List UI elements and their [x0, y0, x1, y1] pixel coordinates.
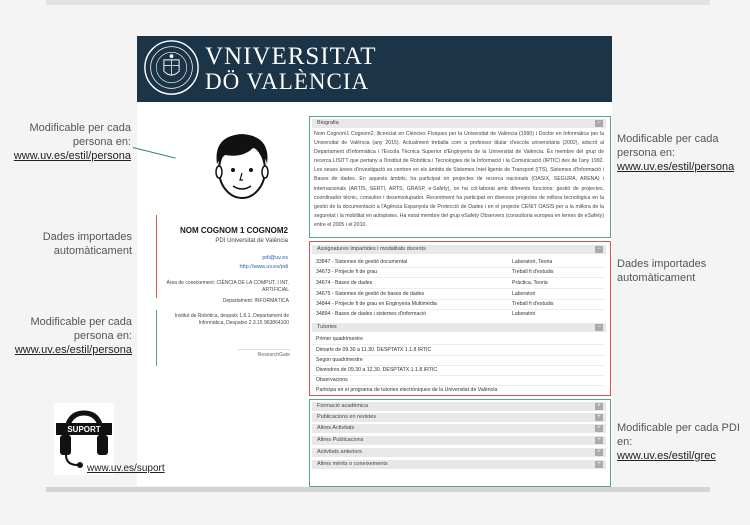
course-row-mode: Pràctica, Teoria: [512, 280, 548, 286]
course-row-name: 34894 - Bases de dades i sistemes d'informació: [316, 311, 426, 317]
tutoring-row: Dimarts de 09.30 a 11.30. DESPTATX 1.1.8 IRTIC: [316, 347, 432, 353]
tutoring-header[interactable]: [312, 323, 606, 332]
tutoring-row: Primer quadrimestre: [316, 336, 363, 342]
support-link[interactable]: www.uv.es/suport: [87, 463, 165, 474]
expand-icon[interactable]: +: [595, 449, 603, 456]
connector-bracket-left-2: [156, 215, 157, 298]
expand-icon[interactable]: +: [595, 414, 603, 421]
expand-icon[interactable]: +: [595, 425, 603, 432]
grec-section-header[interactable]: [312, 448, 606, 457]
avatar-icon: [209, 130, 275, 204]
row-divider: [313, 277, 605, 278]
collapse-icon[interactable]: −: [595, 324, 603, 331]
course-row-name: 34844 - Projecte fi de grau en Enginyeria Multimèdia: [316, 301, 437, 307]
annotation-left-1: [0, 121, 131, 163]
grec-section-header[interactable]: [312, 413, 606, 422]
brand-line-2: DÖ VALÈNCIA: [205, 69, 370, 94]
row-divider: [313, 267, 605, 268]
grec-section-label: Altres Activitats: [317, 425, 355, 431]
tutoring-title: Tutories: [317, 324, 337, 330]
tutoring-row: Divendres de 09.30 a 12.30. DESPTATX 1.1.8 IRTIC: [316, 367, 438, 373]
grec-section-label: Publicacions en revistes: [317, 414, 377, 420]
annotation-left-2: [0, 230, 132, 258]
grec-section-header[interactable]: [312, 436, 606, 445]
biography-header[interactable]: [312, 119, 606, 128]
tutoring-row: Segon quadrimestre: [316, 357, 363, 363]
course-row-mode: Laboratori, Teoria: [512, 259, 553, 265]
annotation-right-3: [617, 421, 747, 463]
row-divider: [313, 355, 605, 356]
course-row-name: 34673 - Projecte fi de grau: [316, 269, 378, 275]
courses-header[interactable]: [312, 245, 606, 254]
row-divider: [313, 365, 605, 366]
course-row-name: 33847 - Sistemes de gestió documental: [316, 259, 408, 265]
university-seal-icon: [143, 39, 200, 96]
course-row-mode: Laboratori: [512, 311, 536, 317]
course-row-name: 34675 - Sistemes de gestió de bases de dades: [316, 291, 425, 297]
researchgate-link[interactable]: ResearchGate: [238, 349, 290, 358]
course-row-name: 34674 - Bases de dades: [316, 280, 373, 286]
annotation-right-2: [617, 257, 747, 285]
courses-title: Assignatures impartides i modalitats docents: [317, 246, 426, 252]
profile-address: Institut de Robòtica, despatx 1.8.1. Departament de Informàtica, Despatxo 2.3.15 963864100: [174, 313, 289, 326]
course-row-mode: Treball fi d'estudis: [512, 301, 554, 307]
grec-section-header[interactable]: [312, 424, 606, 433]
grec-section-label: Formació acadèmica: [317, 403, 369, 409]
biography-text: Nom Cognom1 Cognom2, llicenciat en Ciències Físiques per la Universitat de València (1990) i Doctor en Informàtica per la Universitat de València (any 2015). Actualment treballa com a professor titular d'escola universitària (2002), adscrit al Departament d'Informàtica i l'Escola Tècnica Superior d'Enginyeria de la Universitat de València. És membre del grup de recerca LISITT que pertany a l'Institut de Robòtica i Tecnologies de la Informació i la Comunicació (IRTIC) des de l'any 1992. Les seues àrees d'investigació es centren en els àmbits de Sistemes Intel·ligents de Transport (ITS), Sistemes d'Informació i Bases de dades. En aquests àmbits, ha participat en projectes de recerca nacionals (OASIX, SEGURA, ARENA) i internacionals (ARTIS, SERTI, ARTS, GRASP, e-Safety), on ha col·laborat amb diferents funcions: gestió de projectes, coordinador tècnic, consultor i desenvolupador. Recentment ha participat en diversos projectes de millora tecnològica en la gestió de la documentació a l'Agència Espanyola de Protecció de Dades i en el projecte CENIT OASIS per a la millora de la seguretat i la mobilitat en autopistes. Ha estat membre del grup eSafety Observers (consultoria europea en temes de eSafety) entre el 2005 i el 2010.: [314, 131, 604, 228]
row-divider: [313, 309, 605, 310]
profile-email-link[interactable]: pdi@uv.es: [262, 255, 288, 261]
course-row-mode: Laboratori: [512, 291, 536, 297]
annotation-left-3-text: Modificable per cada persona en:: [30, 316, 132, 342]
profile-name: NOM COGNOM 1 COGNOM2: [179, 226, 288, 235]
course-row-mode: Treball fi d'estudis: [512, 269, 554, 275]
grec-section-header[interactable]: [312, 402, 606, 411]
annotation-left-2-text: Dades importades automàticament: [42, 231, 132, 257]
expand-icon[interactable]: +: [595, 403, 603, 410]
tutoring-row: Observacions: [316, 377, 348, 383]
annotation-right-1-text: Modificable per cada persona en:: [617, 133, 719, 159]
profile-department: Departament: INFORMÀTICA: [222, 298, 289, 304]
annotation-right-2-text: Dades importades automàticament: [617, 258, 707, 284]
bottom-divider: [46, 487, 710, 492]
biography-title: Biografia: [317, 120, 339, 126]
grec-section-label: Altres Publicacions: [317, 437, 364, 443]
annotation-right-3-text: Modificable per cada PDI en:: [617, 422, 740, 448]
row-divider: [313, 288, 605, 289]
row-divider: [313, 375, 605, 376]
profile-web-link[interactable]: http://www.uv.es/pdi: [239, 264, 288, 270]
expand-icon[interactable]: +: [595, 461, 603, 468]
connector-bracket-left-3: [156, 310, 157, 366]
annotation-left-3-link[interactable]: www.uv.es/estil/persona: [14, 344, 132, 356]
row-divider: [313, 385, 605, 386]
tutoring-row: Participa en el programa de tutories electròniques de la Universitat de València: [316, 387, 498, 393]
row-divider: [313, 344, 605, 345]
grec-section-header[interactable]: [312, 460, 606, 469]
annotation-left-1-link[interactable]: www.uv.es/estil/persona: [13, 150, 131, 162]
annotation-right-1-link[interactable]: www.uv.es/estil/persona: [617, 161, 735, 173]
annotation-left-1-text: Modificable per cada persona en:: [29, 122, 131, 148]
top-divider: [46, 0, 710, 5]
profile-role: PDI Universitat de València: [215, 238, 288, 244]
annotation-right-3-link[interactable]: www.uv.es/estil/grec: [617, 450, 716, 462]
annotation-right-1: [617, 132, 747, 174]
expand-icon[interactable]: +: [595, 437, 603, 444]
collapse-icon[interactable]: −: [595, 246, 603, 253]
grec-section-label: Altres mèrits o coneixements: [317, 461, 388, 467]
brand-line-1: VNIVERSITAT: [205, 43, 377, 70]
support-badge-text: SUPORT: [67, 425, 101, 434]
grec-section-label: Activitats anteriors: [317, 449, 362, 455]
row-divider: [313, 299, 605, 300]
collapse-icon[interactable]: −: [595, 120, 603, 127]
annotation-left-3: [0, 315, 132, 357]
profile-area: Àrea de coneixement: CIÈNCIA DE LA COMPUT. I INT. ARTIFICIAL: [166, 280, 289, 293]
